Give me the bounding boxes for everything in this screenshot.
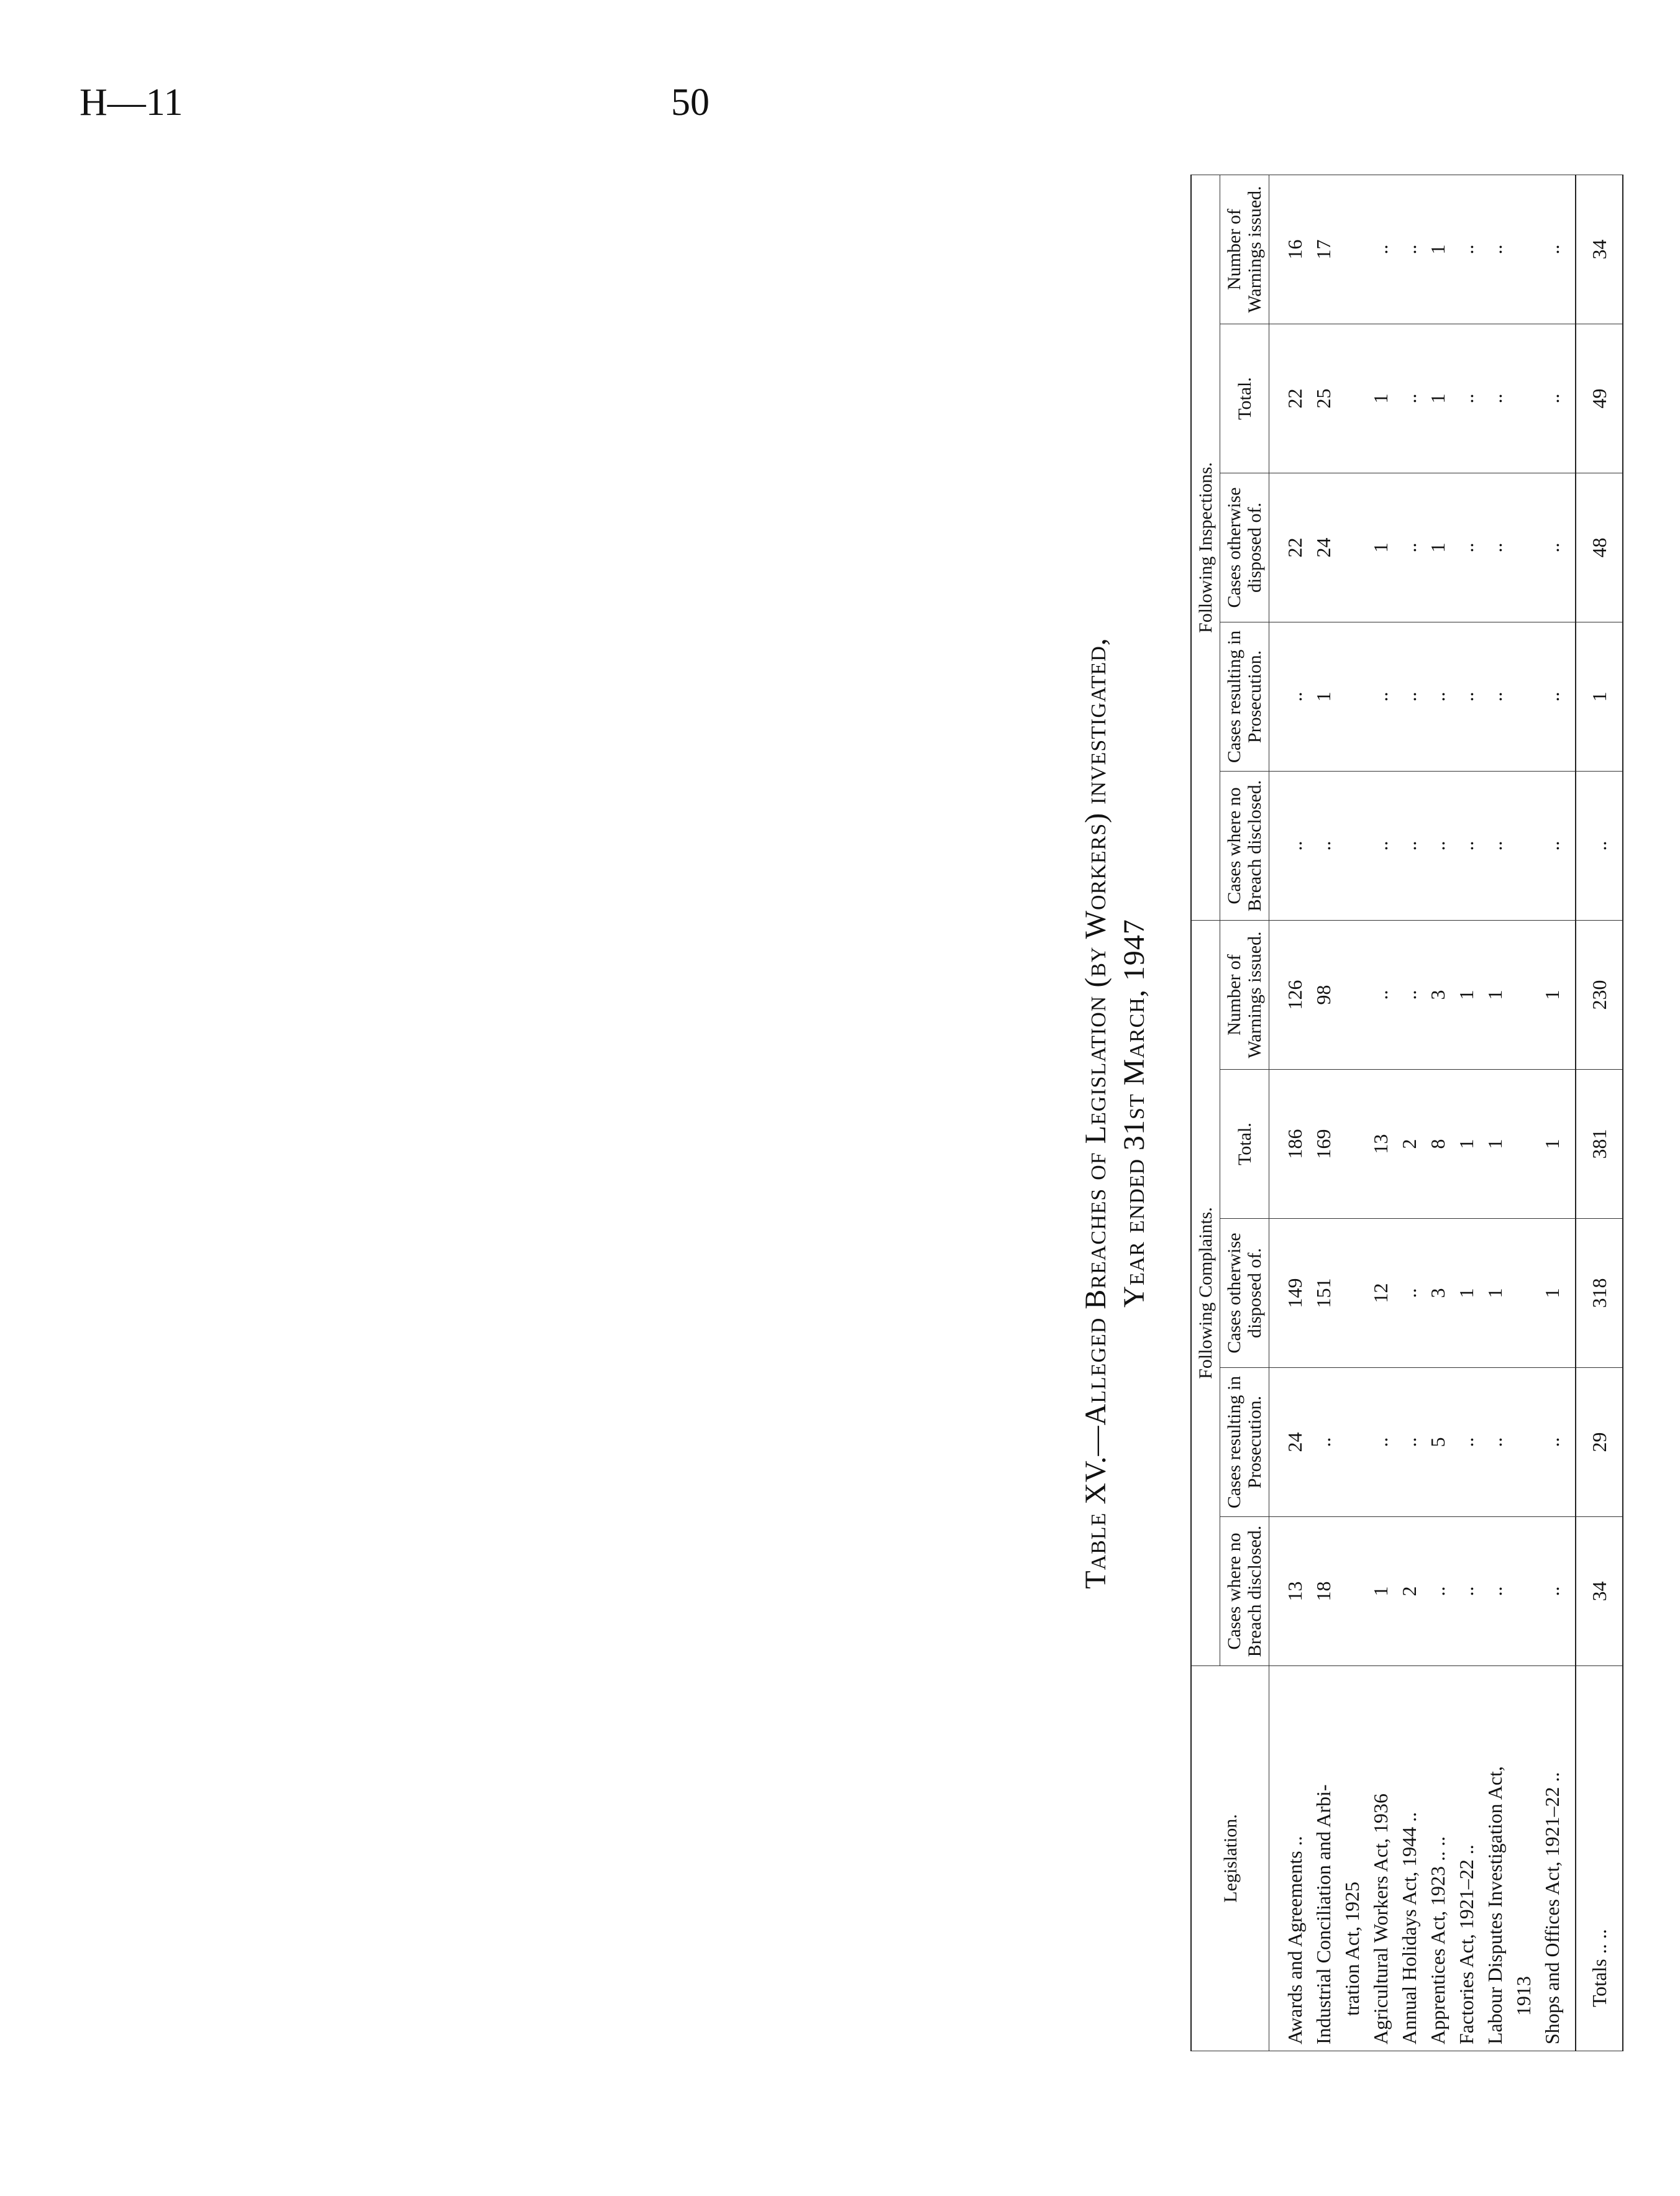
inspections-group-header: Following Inspections. <box>1191 175 1220 920</box>
i-warnings-cell <box>1338 175 1366 324</box>
i-prosecution-total: 1 <box>1576 622 1623 771</box>
rotated-table-block <box>1055 175 1680 2051</box>
i-otherwise-total: 48 <box>1576 473 1623 622</box>
c-total-total: 381 <box>1576 1070 1623 1219</box>
c-no-breach-cell: .. <box>1481 1517 1509 1666</box>
c-warnings-cell: 1 <box>1538 920 1576 1069</box>
i-otherwise-cell: .. <box>1538 473 1576 622</box>
i-warnings-cell: 17 <box>1309 175 1338 324</box>
i-no-breach-cell: .. <box>1309 771 1338 920</box>
i-total-cell: .. <box>1481 324 1509 473</box>
i-total-cell: .. <box>1538 324 1576 473</box>
c-no-breach-cell <box>1338 1517 1366 1666</box>
c-otherwise-cell: 1 <box>1452 1219 1481 1368</box>
c-otherwise-cell: 3 <box>1423 1219 1452 1368</box>
legislation-header: Legislation. <box>1191 1666 1269 2051</box>
i-no-breach-header: Cases where no Breach disclosed. <box>1220 771 1269 920</box>
i-total-cell <box>1338 324 1366 473</box>
c-warnings-total: 230 <box>1576 920 1623 1069</box>
i-otherwise-cell <box>1338 473 1366 622</box>
c-otherwise-cell <box>1509 1219 1538 1368</box>
i-warnings-cell: 16 <box>1269 175 1310 324</box>
table-row <box>1366 175 1395 2051</box>
c-otherwise-cell: 1 <box>1481 1219 1509 1368</box>
c-prosecution-cell: .. <box>1309 1368 1338 1517</box>
totals-label: Totals .. .. <box>1576 1666 1623 2051</box>
i-prosecution-cell: .. <box>1269 622 1310 771</box>
c-no-breach-cell: 18 <box>1309 1517 1338 1666</box>
table-row <box>1452 175 1481 2051</box>
table-row <box>1269 175 1310 2051</box>
i-warnings-total: 34 <box>1576 175 1623 324</box>
c-prosecution-cell: .. <box>1452 1368 1481 1517</box>
legislation-cell: Annual Holidays Act, 1944 .. <box>1395 1666 1423 2051</box>
c-total-cell <box>1509 1070 1538 1219</box>
legislation-cell: Factories Act, 1921–22 .. <box>1452 1666 1481 2051</box>
i-no-breach-cell: .. <box>1366 771 1395 920</box>
c-no-breach-header: Cases where no Breach disclosed. <box>1220 1517 1269 1666</box>
i-no-breach-cell: .. <box>1423 771 1452 920</box>
i-no-breach-cell: .. <box>1481 771 1509 920</box>
i-prosecution-cell: .. <box>1366 622 1395 771</box>
i-otherwise-cell: 24 <box>1309 473 1338 622</box>
c-no-breach-total: 34 <box>1576 1517 1623 1666</box>
i-prosecution-cell <box>1509 622 1538 771</box>
legislation-cell: Shops and Offices Act, 1921–22 .. <box>1538 1666 1576 2051</box>
i-prosecution-cell: .. <box>1395 622 1423 771</box>
c-otherwise-cell: 12 <box>1366 1219 1395 1368</box>
c-prosecution-cell: .. <box>1366 1368 1395 1517</box>
c-total-cell: 2 <box>1395 1070 1423 1219</box>
i-prosecution-cell: .. <box>1423 622 1452 771</box>
i-warnings-cell: 1 <box>1423 175 1452 324</box>
breaches-table <box>1190 175 1623 2051</box>
c-no-breach-cell <box>1509 1517 1538 1666</box>
i-no-breach-cell <box>1338 771 1366 920</box>
i-total-header: Total. <box>1220 324 1269 473</box>
c-otherwise-cell <box>1338 1219 1366 1368</box>
i-prosecution-cell: .. <box>1452 622 1481 771</box>
table-row <box>1481 175 1509 2051</box>
c-total-cell: 8 <box>1423 1070 1452 1219</box>
i-no-breach-cell <box>1509 771 1538 920</box>
i-prosecution-header: Cases resulting in Prosecution. <box>1220 622 1269 771</box>
i-prosecution-cell: .. <box>1538 622 1576 771</box>
table-subtitle <box>1117 175 1151 2051</box>
legislation-cell: tration Act, 1925 <box>1338 1666 1366 2051</box>
i-warnings-cell: .. <box>1538 175 1576 324</box>
i-otherwise-cell: 1 <box>1366 473 1395 622</box>
i-warnings-cell: .. <box>1395 175 1423 324</box>
c-otherwise-total: 318 <box>1576 1219 1623 1368</box>
i-prosecution-cell: .. <box>1481 622 1509 771</box>
i-warnings-header: Number of Warnings issued. <box>1220 175 1269 324</box>
legislation-cell: Apprentices Act, 1923 .. .. <box>1423 1666 1452 2051</box>
c-warnings-cell: 98 <box>1309 920 1338 1069</box>
c-otherwise-cell: 1 <box>1538 1219 1576 1368</box>
c-otherwise-cell: 149 <box>1269 1219 1310 1368</box>
i-no-breach-cell: .. <box>1452 771 1481 920</box>
table-row <box>1309 175 1338 2051</box>
i-otherwise-cell: .. <box>1452 473 1481 622</box>
c-warnings-cell <box>1509 920 1538 1069</box>
page-number: 50 <box>671 81 710 124</box>
i-total-cell: 1 <box>1366 324 1395 473</box>
totals-row <box>1576 175 1623 2051</box>
c-warnings-cell: .. <box>1395 920 1423 1069</box>
i-no-breach-cell: .. <box>1395 771 1423 920</box>
c-total-cell: 1 <box>1538 1070 1576 1219</box>
table-row <box>1423 175 1452 2051</box>
c-warnings-cell: 1 <box>1481 920 1509 1069</box>
c-prosecution-cell: 5 <box>1423 1368 1452 1517</box>
c-total-cell: 169 <box>1309 1070 1338 1219</box>
i-no-breach-total: .. <box>1576 771 1623 920</box>
c-no-breach-cell: .. <box>1423 1517 1452 1666</box>
c-prosecution-cell: .. <box>1481 1368 1509 1517</box>
c-total-cell: 13 <box>1366 1070 1395 1219</box>
i-total-cell: 25 <box>1309 324 1338 473</box>
i-prosecution-cell: 1 <box>1309 622 1338 771</box>
c-total-cell: 1 <box>1452 1070 1481 1219</box>
legislation-cell: 1913 <box>1509 1666 1538 2051</box>
i-total-total: 49 <box>1576 324 1623 473</box>
i-otherwise-cell <box>1509 473 1538 622</box>
header-row-groups <box>1191 175 1220 2051</box>
c-total-cell: 186 <box>1269 1070 1310 1219</box>
complaints-group-header: Following Complaints. <box>1191 920 1220 1665</box>
c-warnings-cell: 126 <box>1269 920 1310 1069</box>
c-otherwise-cell: 151 <box>1309 1219 1338 1368</box>
legislation-cell: Awards and Agreements .. <box>1269 1666 1310 2051</box>
i-no-breach-cell: .. <box>1538 771 1576 920</box>
table-body <box>1269 175 1623 2051</box>
c-otherwise-header: Cases otherwise disposed of. <box>1220 1219 1269 1368</box>
c-prosecution-cell: .. <box>1538 1368 1576 1517</box>
c-no-breach-cell: 2 <box>1395 1517 1423 1666</box>
c-total-header: Total. <box>1220 1070 1269 1219</box>
i-total-cell: .. <box>1452 324 1481 473</box>
legislation-cell: Agricultural Workers Act, 1936 <box>1366 1666 1395 2051</box>
i-prosecution-cell <box>1338 622 1366 771</box>
i-total-cell <box>1509 324 1538 473</box>
i-otherwise-cell: 22 <box>1269 473 1310 622</box>
c-warnings-cell: .. <box>1366 920 1395 1069</box>
table-title <box>1079 175 1113 2051</box>
c-no-breach-cell: .. <box>1538 1517 1576 1666</box>
i-total-cell: 1 <box>1423 324 1452 473</box>
table-title-line1: Table XV.—Alleged Breaches of Legislation (by Workers) investigated, <box>1079 637 1112 1589</box>
legislation-cell: Labour Disputes Investigation Act, <box>1481 1666 1509 2051</box>
c-prosecution-cell <box>1509 1368 1538 1517</box>
c-prosecution-total: 29 <box>1576 1368 1623 1517</box>
page-code: H—11 <box>80 81 183 124</box>
c-warnings-cell <box>1338 920 1366 1069</box>
c-warnings-cell: 1 <box>1452 920 1481 1069</box>
table-row <box>1395 175 1423 2051</box>
i-warnings-cell: .. <box>1366 175 1395 324</box>
i-otherwise-cell: .. <box>1395 473 1423 622</box>
c-no-breach-cell: 1 <box>1366 1517 1395 1666</box>
c-warnings-cell: 3 <box>1423 920 1452 1069</box>
table-row <box>1338 175 1366 2051</box>
i-total-cell: .. <box>1395 324 1423 473</box>
c-prosecution-cell <box>1338 1368 1366 1517</box>
c-total-cell: 1 <box>1481 1070 1509 1219</box>
table-title-line2: Year ended 31st March, 1947 <box>1118 919 1151 1308</box>
i-warnings-cell: .. <box>1481 175 1509 324</box>
i-total-cell: 22 <box>1269 324 1310 473</box>
legislation-cell: Industrial Conciliation and Arbi- <box>1309 1666 1338 2051</box>
i-warnings-cell <box>1509 175 1538 324</box>
c-total-cell <box>1338 1070 1366 1219</box>
table-row <box>1538 175 1576 2051</box>
i-otherwise-cell: 1 <box>1423 473 1452 622</box>
c-prosecution-cell: 24 <box>1269 1368 1310 1517</box>
c-prosecution-cell: .. <box>1395 1368 1423 1517</box>
i-no-breach-cell: .. <box>1269 771 1310 920</box>
c-no-breach-cell: .. <box>1452 1517 1481 1666</box>
c-prosecution-header: Cases resulting in Prosecution. <box>1220 1368 1269 1517</box>
c-otherwise-cell: .. <box>1395 1219 1423 1368</box>
c-warnings-header: Number of Warnings issued. <box>1220 920 1269 1069</box>
c-no-breach-cell: 13 <box>1269 1517 1310 1666</box>
table-row <box>1509 175 1538 2051</box>
i-warnings-cell: .. <box>1452 175 1481 324</box>
i-otherwise-cell: .. <box>1481 473 1509 622</box>
i-otherwise-header: Cases otherwise disposed of. <box>1220 473 1269 622</box>
